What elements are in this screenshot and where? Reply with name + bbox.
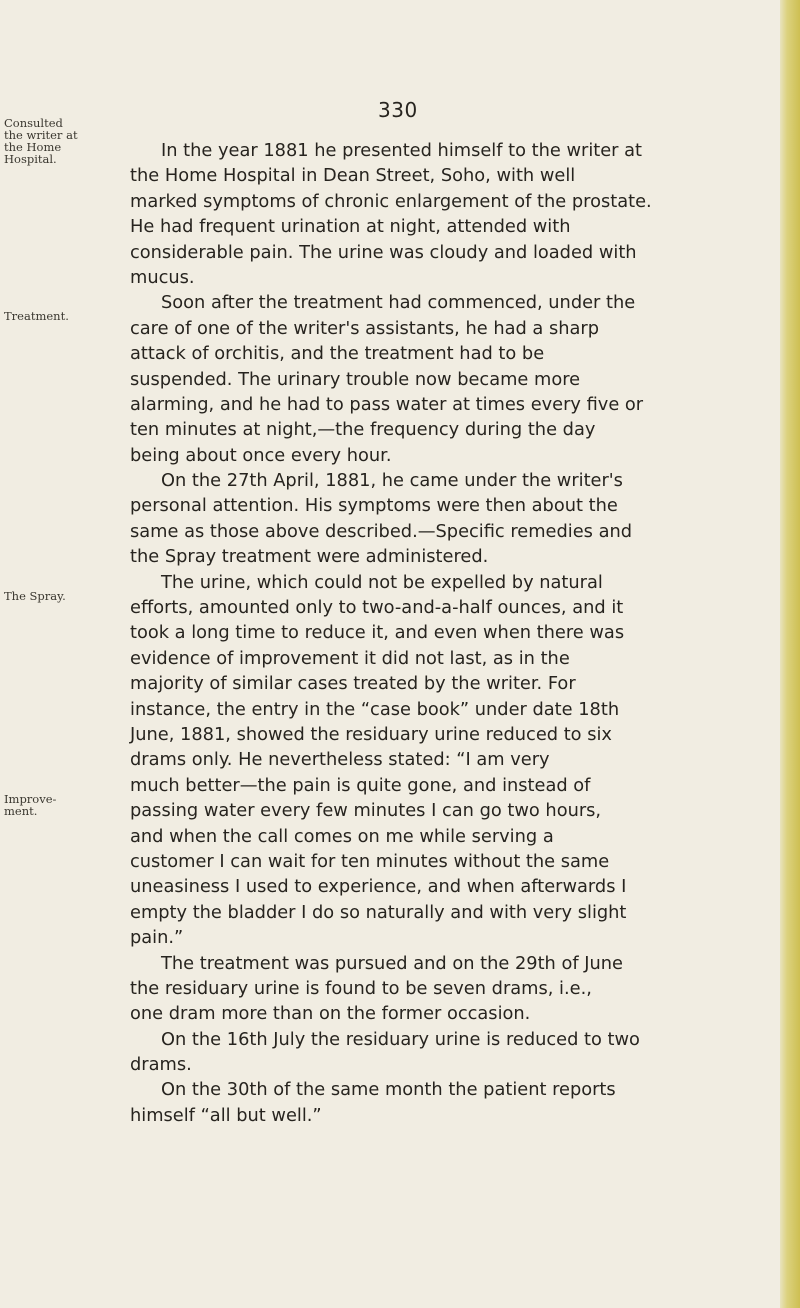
text-line: one dram more than on the former occasion. <box>130 1003 531 1025</box>
text-line: ten minutes at night,—the frequency during the day <box>130 419 596 441</box>
margin-note-consulted <box>4 117 100 165</box>
text-line: uneasiness I used to experience, and when afterwards I <box>130 876 627 898</box>
margin-note-improvement <box>4 793 100 817</box>
text-line: customer I can wait for ten minutes without the same <box>130 850 610 872</box>
text-line: drams only. He nevertheless stated: “I am very <box>130 749 550 771</box>
text-line: alarming, and he had to pass water at times every five or <box>130 393 644 415</box>
text-line: considerable pain. The urine was cloudy and loaded with <box>130 241 637 263</box>
page-edge-shading <box>780 0 800 1308</box>
text-line: the Home Hospital in Dean Street, Soho, with well <box>130 165 576 187</box>
text-line: much better—the pain is quite gone, and instead of <box>130 774 591 796</box>
text-line: marked symptoms of chronic enlargement of the prostate. <box>130 190 652 212</box>
text-line: and when the call comes on me while serving a <box>130 825 554 847</box>
body-text <box>130 138 710 1128</box>
text-line: personal attention. His symptoms were then about the <box>130 495 618 517</box>
text-line: took a long time to reduce it, and even when there was <box>130 622 625 644</box>
text-line: efforts, amounted only to two-and-a-half ounces, and it <box>130 597 624 619</box>
text-line: The urine, which could not be expelled by natural <box>161 571 603 593</box>
text-line: On the 27th April, 1881, he came under the writer's <box>161 470 623 492</box>
text-line: attack of orchitis, and the treatment had to be <box>130 343 545 365</box>
margin-note-line: The Spray. <box>4 589 66 603</box>
text-line: majority of similar cases treated by the writer. For <box>130 673 576 695</box>
text-line: empty the bladder I do so naturally and with very slight <box>130 901 627 923</box>
text-line: the residuary urine is found to be seven drams, i.e., <box>130 977 592 999</box>
margin-note-line: Treatment. <box>4 309 69 323</box>
text-line: suspended. The urinary trouble now became more <box>130 368 581 390</box>
text-line: being about once every hour. <box>130 444 392 466</box>
text-line: Soon after the treatment had commenced, under the <box>161 292 636 314</box>
text-line: drams. <box>130 1054 192 1076</box>
text-line: On the 16th July the residuary urine is reduced to two <box>161 1028 640 1050</box>
text-line: same as those above described.—Specific remedies and <box>130 520 633 542</box>
text-line: the Spray treatment were administered. <box>130 546 489 568</box>
margin-note-line: the writer at <box>4 128 78 142</box>
margin-note-line: the Home <box>4 140 62 154</box>
page-number: 330 <box>378 98 418 122</box>
text-line: care of one of the writer's assistants, he had a sharp <box>130 317 600 339</box>
margin-note-line: ment. <box>4 804 38 818</box>
margin-note-line: Consulted <box>4 116 63 130</box>
text-line: pain.” <box>130 927 184 949</box>
text-line: On the 30th of the same month the patient reports <box>161 1079 616 1101</box>
text-line: In the year 1881 he presented himself to the writer at <box>161 140 643 161</box>
margin-note-spray <box>4 590 100 602</box>
margin-note-line: Improve- <box>4 792 57 806</box>
text-line: passing water every few minutes I can go two hours, <box>130 800 602 822</box>
text-line: instance, the entry in the “case book” under date 18th <box>130 698 620 720</box>
margin-note-line: Hospital. <box>4 152 57 166</box>
text-line: evidence of improvement it did not last, as in the <box>130 647 570 669</box>
text-line: He had frequent urination at night, attended with <box>130 216 571 238</box>
margin-note-treatment <box>4 310 100 322</box>
text-line: June, 1881, showed the residuary urine reduced to six <box>130 723 612 745</box>
text-line: mucus. <box>130 266 195 288</box>
text-line: himself “all but well.” <box>130 1104 322 1126</box>
text-line: The treatment was pursued and on the 29th of June <box>161 952 623 974</box>
